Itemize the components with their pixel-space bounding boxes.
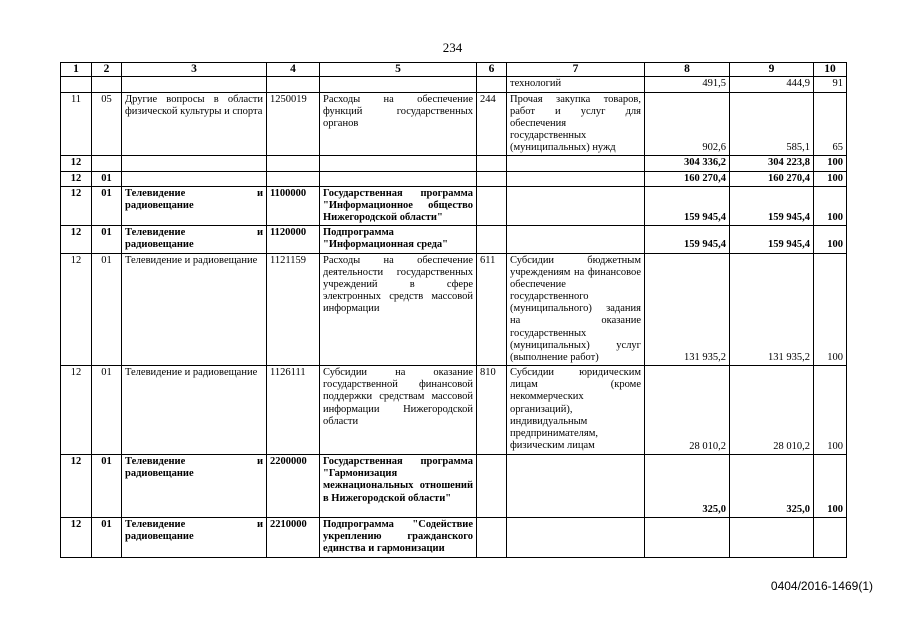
table-cell: Подпрограмма "Информационная среда" <box>320 226 477 253</box>
table-row <box>61 171 847 186</box>
table-cell: 611 <box>477 253 507 366</box>
table-cell <box>477 226 507 253</box>
table-cell <box>477 455 507 518</box>
table-cell: 325,0 <box>645 455 730 518</box>
table-cell: 12 <box>61 518 92 558</box>
table-cell: 159 945,4 <box>730 226 814 253</box>
table-cell: 01 <box>92 226 122 253</box>
budget-table <box>60 62 847 558</box>
table-row <box>61 156 847 171</box>
table-cell: 12 <box>61 253 92 366</box>
table-row <box>61 518 847 558</box>
table-cell: 100 <box>814 253 847 366</box>
table-cell: 2200000 <box>267 455 320 518</box>
table-cell <box>507 518 645 558</box>
table-cell: 11 <box>61 92 92 156</box>
table-cell: 100 <box>814 186 847 226</box>
table-cell: 810 <box>477 366 507 455</box>
table-cell <box>122 156 267 171</box>
table-cell: 12 <box>61 366 92 455</box>
table-cell: 12 <box>61 186 92 226</box>
table-cell <box>814 518 847 558</box>
table-cell: 12 <box>61 156 92 171</box>
table-cell: 01 <box>92 171 122 186</box>
table-cell: Телевидение и радиовещание <box>122 366 267 455</box>
table-cell <box>320 156 477 171</box>
header-row <box>61 63 847 77</box>
table-row <box>61 186 847 226</box>
col-header-2: 2 <box>92 63 122 77</box>
col-header-9: 9 <box>730 63 814 77</box>
table-cell: технологий <box>507 77 645 92</box>
table-cell: Другие вопросы в области физической культуры и спорта <box>122 92 267 156</box>
table-cell: Подпрограмма "Содействие укреплению гражданского единства и гармонизации <box>320 518 477 558</box>
table-cell: 131 935,2 <box>730 253 814 366</box>
table-cell: 1120000 <box>267 226 320 253</box>
table-cell <box>507 455 645 518</box>
table-cell: 131 935,2 <box>645 253 730 366</box>
table-cell: 159 945,4 <box>645 186 730 226</box>
col-header-7: 7 <box>507 63 645 77</box>
table-cell: 28 010,2 <box>730 366 814 455</box>
col-header-1: 1 <box>61 63 92 77</box>
table-cell: 244 <box>477 92 507 156</box>
table-cell: 304 336,2 <box>645 156 730 171</box>
table-cell: Телевидение и радиовещание <box>122 518 267 558</box>
table-row <box>61 366 847 455</box>
table-cell <box>267 77 320 92</box>
table-cell: 100 <box>814 171 847 186</box>
table-cell <box>320 77 477 92</box>
table-cell: 159 945,4 <box>645 226 730 253</box>
table-cell <box>122 77 267 92</box>
table-cell <box>507 156 645 171</box>
table-cell <box>477 171 507 186</box>
table-cell <box>477 77 507 92</box>
table-cell: 01 <box>92 186 122 226</box>
col-header-6: 6 <box>477 63 507 77</box>
table-cell <box>507 226 645 253</box>
page-number: 234 <box>442 40 463 55</box>
table-cell: 304 223,8 <box>730 156 814 171</box>
col-header-10: 10 <box>814 63 847 77</box>
table-cell: 01 <box>92 518 122 558</box>
table-cell: Государственная программа "Информационное общество Нижегородской области" <box>320 186 477 226</box>
document-code: 0404/2016-1469(1) <box>770 579 873 593</box>
table-cell: Государственная программа "Гармонизация межнациональных отношений в Нижегородской области" <box>320 455 477 518</box>
table-cell: 05 <box>92 92 122 156</box>
table-cell: 12 <box>61 455 92 518</box>
table-cell: 1126111 <box>267 366 320 455</box>
table-cell: Расходы на обеспечение функций государственных органов <box>320 92 477 156</box>
table-cell: 01 <box>92 253 122 366</box>
table-cell: Расходы на обеспечение деятельности государственных учреждений в сфере электронных средств массовой информации <box>320 253 477 366</box>
table-cell: Субсидии бюджетным учреждениям на финансовое обеспечение государственного (муниципального) задания на оказание государственных (муниципальных) услуг (выполнение работ) <box>507 253 645 366</box>
table-cell: 160 270,4 <box>645 171 730 186</box>
table-cell: 01 <box>92 366 122 455</box>
table-cell: 28 010,2 <box>645 366 730 455</box>
table-cell: 12 <box>61 226 92 253</box>
table-cell <box>267 171 320 186</box>
table-cell: 100 <box>814 156 847 171</box>
table-row <box>61 253 847 366</box>
table-cell: Телевидение и радиовещание <box>122 455 267 518</box>
table-row <box>61 455 847 518</box>
table-cell <box>61 77 92 92</box>
table-cell: 159 945,4 <box>730 186 814 226</box>
table-cell: 325,0 <box>730 455 814 518</box>
table-cell: 91 <box>814 77 847 92</box>
table-cell: Субсидии на оказание государственной финансовой поддержки средствам массовой информации Нижегородской области <box>320 366 477 455</box>
table-cell <box>507 171 645 186</box>
table-cell: 2210000 <box>267 518 320 558</box>
table-cell: 444,9 <box>730 77 814 92</box>
table-cell: Телевидение и радиовещание <box>122 186 267 226</box>
table-cell <box>645 518 730 558</box>
table-cell <box>477 156 507 171</box>
table-cell: 1121159 <box>267 253 320 366</box>
table-cell <box>477 186 507 226</box>
table-cell: Субсидии юридическим лицам (кроме некоммерческих организаций), индивидуальным предпринимателям, физическим лицам <box>507 366 645 455</box>
table-cell <box>730 518 814 558</box>
table-cell: 902,6 <box>645 92 730 156</box>
col-header-5: 5 <box>320 63 477 77</box>
table-cell: 585,1 <box>730 92 814 156</box>
table-row <box>61 92 847 156</box>
col-header-4: 4 <box>267 63 320 77</box>
table-row <box>61 226 847 253</box>
table-cell: 100 <box>814 226 847 253</box>
table-cell: 100 <box>814 366 847 455</box>
table-cell: Телевидение и радиовещание <box>122 226 267 253</box>
table-cell: 1250019 <box>267 92 320 156</box>
table-cell: 01 <box>92 455 122 518</box>
table-cell: 100 <box>814 455 847 518</box>
table-cell <box>320 171 477 186</box>
table-cell: 491,5 <box>645 77 730 92</box>
table-cell <box>477 518 507 558</box>
col-header-3: 3 <box>122 63 267 77</box>
table-cell <box>92 156 122 171</box>
table-cell: 65 <box>814 92 847 156</box>
table-cell: Телевидение и радиовещание <box>122 253 267 366</box>
col-header-8: 8 <box>645 63 730 77</box>
table-row <box>61 77 847 92</box>
table-cell <box>507 186 645 226</box>
table-cell: Прочая закупка товаров, работ и услуг для обеспечения государственных (муниципальных) нужд <box>507 92 645 156</box>
table-cell <box>122 171 267 186</box>
table-cell <box>267 156 320 171</box>
table-cell: 160 270,4 <box>730 171 814 186</box>
table-cell: 1100000 <box>267 186 320 226</box>
table-cell <box>92 77 122 92</box>
table-cell: 12 <box>61 171 92 186</box>
